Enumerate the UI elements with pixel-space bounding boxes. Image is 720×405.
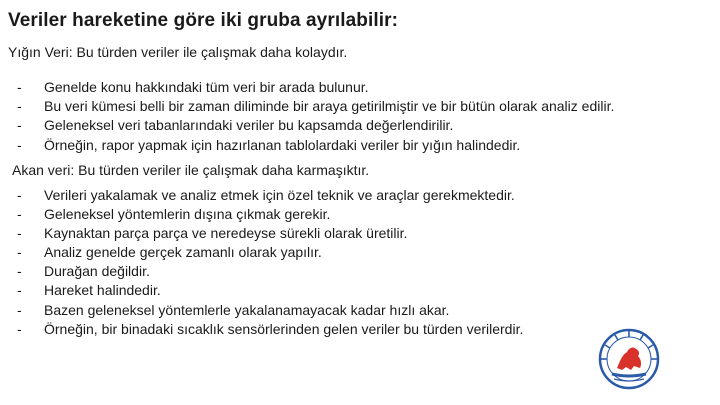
term-batch-description: Bu türden veriler ile çalışmak daha kolaydır. <box>72 44 348 60</box>
bullet-marker: - <box>17 282 22 299</box>
bullet-text: Bu veri kümesi belli bir zaman diliminde bir araya getirilmiştir ve bir bütün olarak analiz edilir. <box>44 98 615 115</box>
bullet-text: Genelde konu hakkındaki tüm veri bir arada bulunur. <box>44 79 369 95</box>
slide-title: Veriler hareketine göre iki gruba ayrılabilir: <box>8 10 399 31</box>
bullet-text: Geleneksel yöntemlerin dışına çıkmak gerekir. <box>44 206 331 223</box>
bullet-marker: - <box>17 79 22 95</box>
bullet-text: Örneğin, bir binadaki sıcaklık sensörlerinden gelen veriler bu türden verilerdir. <box>44 320 524 337</box>
term-batch-data: Yığın Veri: <box>8 44 73 60</box>
bullet-marker: - <box>17 187 22 203</box>
bullet-text: Analiz genelde gerçek zamanlı olarak yapılır. <box>44 244 322 261</box>
bullet-marker: - <box>17 206 22 223</box>
bullet-text: Durağan değildir. <box>44 263 150 280</box>
university-seal-icon <box>598 328 660 390</box>
term-stream-data: Akan veri: <box>12 162 75 178</box>
bullet-marker: - <box>17 98 22 115</box>
bullet-marker: - <box>17 136 22 153</box>
bullet-text: Verileri yakalamak ve analiz etmek için özel teknik ve araçlar gerekmektedir. <box>44 187 515 203</box>
term-stream-description: Bu türden veriler ile çalışmak daha karmaşıktır. <box>74 162 370 178</box>
bullet-marker: - <box>17 301 22 318</box>
bullet-marker: - <box>17 225 22 242</box>
bullet-marker: - <box>17 263 22 280</box>
section-heading-batch <box>8 44 347 60</box>
bullet-text: Hareket halindedir. <box>44 282 161 299</box>
bullet-text: Örneğin, rapor yapmak için hazırlanan tablolardaki veriler bir yığın halindedir. <box>44 136 521 153</box>
section-heading-stream <box>12 162 369 178</box>
bullet-text: Bazen geleneksel yöntemlerle yakalanamayacak kadar hızlı akar. <box>44 301 450 318</box>
bullet-marker: - <box>17 117 22 134</box>
bullet-marker: - <box>17 320 22 337</box>
bullet-marker: - <box>17 244 22 261</box>
bullet-text: Kaynaktan parça parça ve neredeyse sürekli olarak üretilir. <box>44 225 408 242</box>
bullet-text: Geleneksel veri tabanlarındaki veriler bu kapsamda değerlendirilir. <box>44 117 454 134</box>
